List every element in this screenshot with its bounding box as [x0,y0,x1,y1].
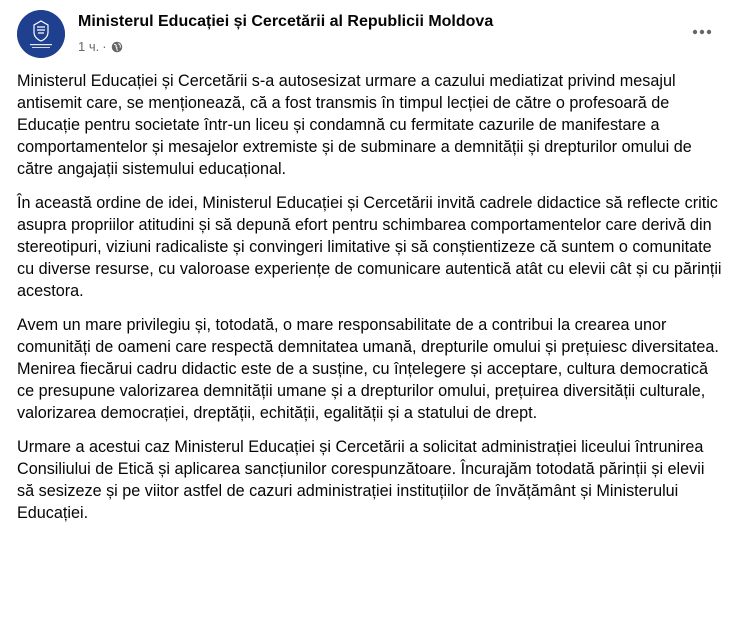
meta-separator: · [102,39,107,54]
post-paragraph-2: În această ordine de idei, Ministerul Educației și Cercetării invită cadrele didactice să reflecte critic asupra propriilor atitudini și să depună efort pentru schimbarea comportamentelor care derivă din stereotipuri, viziuni radicaliste și convingeri limitative și să conștientizeze că suntem o comunitate cu diverse resurse, cu valoroase experiențe de comunicare autentică atât cu elevii cât și cu părinții acestora. [17,194,722,300]
post-paragraph-3: Avem un mare privilegiu și, totodată, o mare responsabilitate de a contribui la crearea unor comunități de oameni care respectă demnitatea umană, drepturile omului și prețuiesc diversitatea. Menirea fiecărui cadru didactic este de a susține, cu înțelegere și acceptare, cultura democratică ce presupune valorizarea demnității umane și a drepturilor omului, prețuirea diversității culturale, valorizarea democrației, dreptății, echității, egalității și a statului de drept. [17,316,719,422]
post-body [17,70,723,536]
ministry-logo-icon [17,10,65,58]
globe-icon[interactable] [111,41,123,53]
post-header [17,8,720,60]
page-avatar[interactable] [17,10,65,58]
post-timestamp[interactable]: 1 ч. [78,39,100,54]
post-paragraph-1: Ministerul Educației și Cercetării s-a autosesizat urmare a cazului mediatizat privind mesajul antisemit care, se menționează, că a fost transmis în timpul lecției de către o profesoară de Educație pentru societate într-un liceu și condamnă cu fermitate cazurile de manifestare a comportamentelor și mesajelor extremiste și de subminare a demnității și drepturilor omului de către angajații sistemului educațional. [17,72,692,178]
more-options-button[interactable] [688,18,716,46]
page-name-link[interactable]: Ministerul Educației și Cercetării al Republicii Moldova [78,13,494,30]
post-meta [78,39,123,54]
more-horizontal-icon [692,29,712,35]
post-paragraph-4: Urmare a acestui caz Ministerul Educației și Cercetării a solicitat administrației liceului întrunirea Consiliului de Etică și aplicarea sancțiunilor corespunzătoare. Încurajăm totodată părinții și elevii să sesizeze și pe viitor astfel de cazuri administrației instituțiilor de învățământ și Ministerului Educației. [17,438,705,522]
